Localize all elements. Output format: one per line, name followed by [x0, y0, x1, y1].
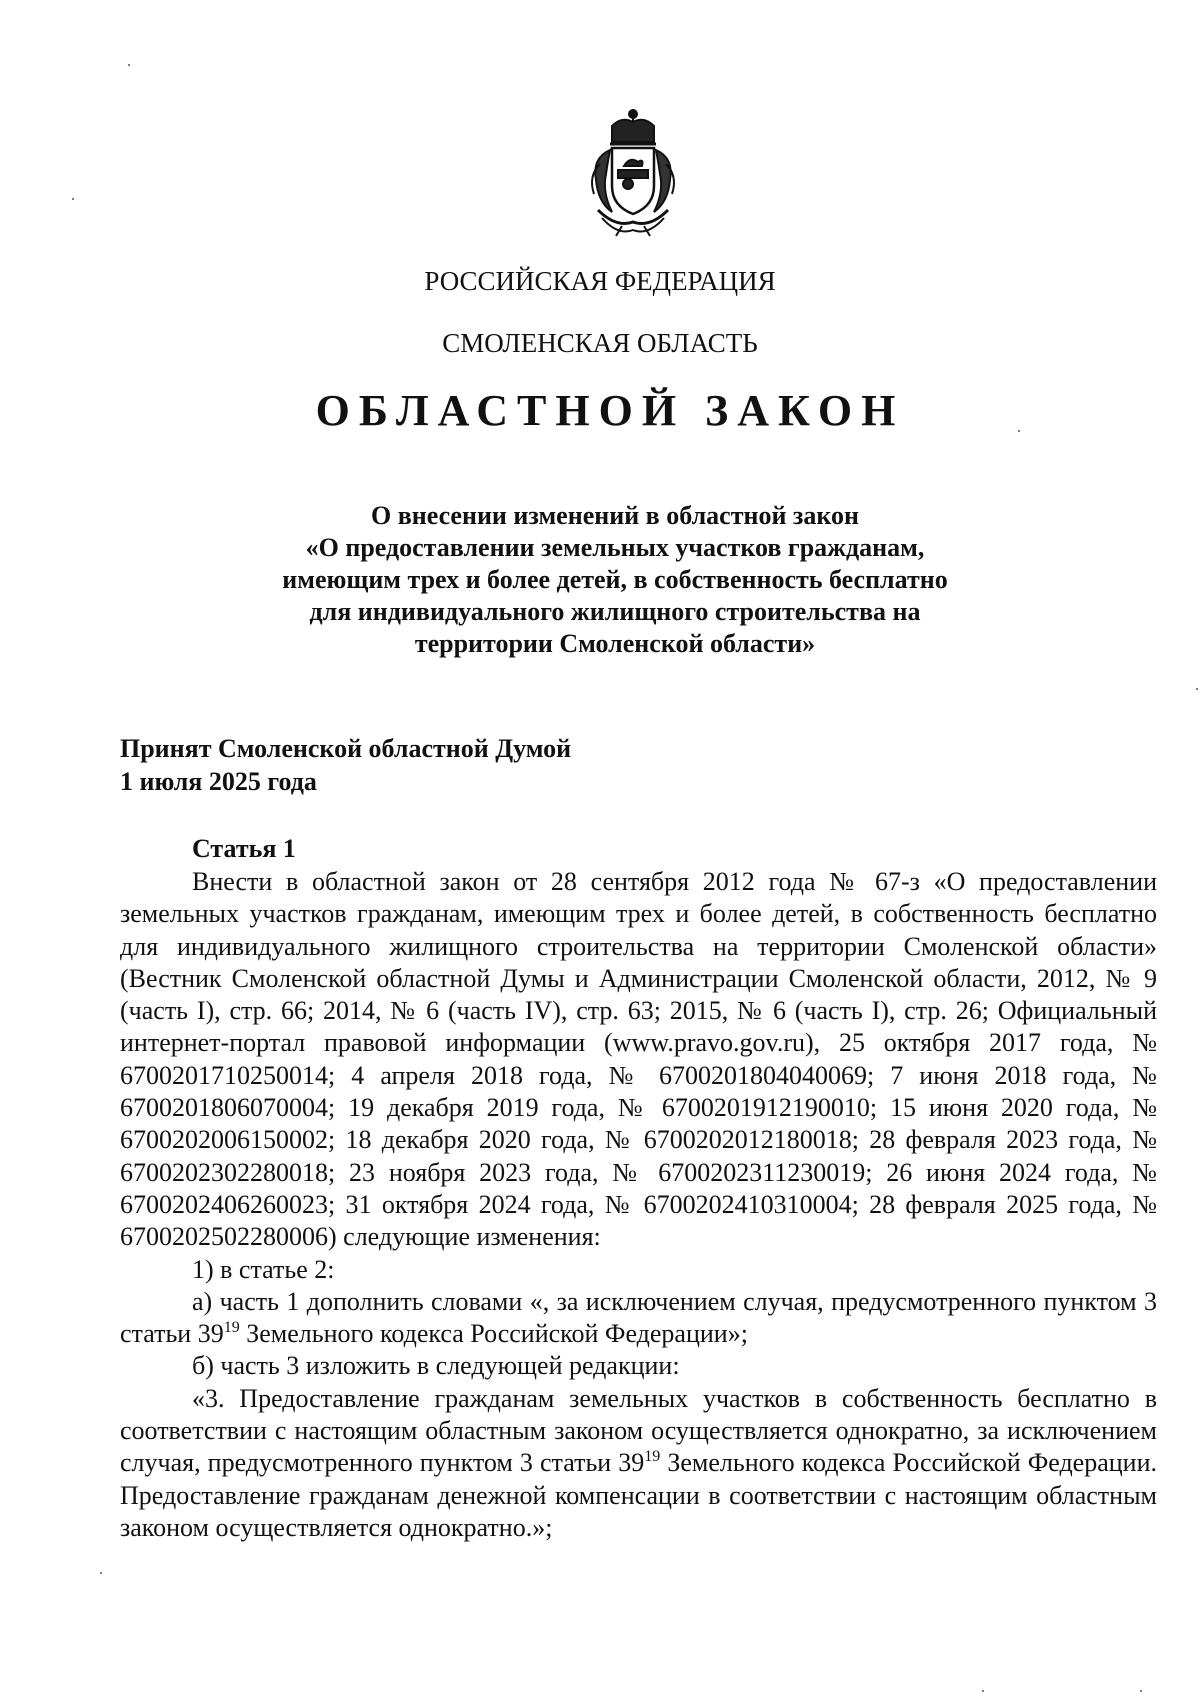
scan-speck [72, 198, 74, 200]
country-name: РОССИЙСКАЯ ФЕДЕРАЦИЯ [424, 266, 776, 296]
quote-text-end: Земельного кодекса Российской Федерации. Предоставление гражданам денежной компенсации в соответствии с настоящим областным законом осуществляется однократно.»; [120, 1448, 1157, 1542]
region-name: СМОЛЕНСКАЯ ОБЛАСТЬ [442, 328, 758, 358]
item-1: 1) в статье 2: [192, 1254, 335, 1284]
law-title [230, 500, 1000, 660]
scan-speck [128, 64, 130, 66]
scan-speck [1196, 688, 1198, 690]
quote-superscript: 19 [644, 1448, 661, 1466]
quote-text: «3. Предоставление гражданам земельных участков в собственность бесплатно в соответствии с настоящим областным законом осуществляется однократно, за исключением случая, предусмотренного пунктом 3 статьи 39 [120, 1383, 1157, 1478]
title-line: для индивидуального жилищного строительства на [309, 597, 921, 626]
article-heading: Статья 1 [192, 834, 296, 863]
scan-speck [100, 1572, 102, 1574]
scan-speck [982, 1690, 984, 1692]
article-body [120, 866, 1157, 1544]
scan-speck [1018, 430, 1020, 432]
title-line: территории Смоленской области» [414, 629, 816, 658]
smolensk-coat-of-arms-icon [572, 108, 694, 240]
item-a-text: а) часть 1 дополнить словами «, за исключением случая, предусмотренного пунктом 3 статьи 39 [120, 1286, 1157, 1349]
adoption-info [120, 732, 571, 798]
item-b: б) часть 3 изложить в следующей редакции: [192, 1351, 680, 1381]
item-a-superscript: 19 [223, 1319, 240, 1337]
title-line: О внесении изменений в областной закон [370, 501, 860, 530]
quoted-paragraph [120, 1383, 1157, 1544]
item-a [120, 1286, 1157, 1351]
item-a-text-end: Земельного кодекса Российской Федерации»; [239, 1319, 748, 1349]
title-line: «О предоставлении земельных участков гражданам, [305, 533, 925, 562]
document-type: ОБЛАСТНОЙ ЗАКОН [315, 386, 905, 435]
adopted-by: Принят Смоленской областной Думой [120, 734, 572, 763]
title-line: имеющим трех и более детей, в собственность бесплатно [282, 565, 948, 594]
adoption-date: 1 июля 2025 года [120, 767, 317, 796]
article-intro-paragraph: Внести в областной закон от 28 сентября 2012 года № 67-з «О предоставлении земельных участков гражданам, имеющим трех и более детей, в собственность бесплатно для индивидуального жилищного строительства на территории Смоленской области» (Вестник Смоленской областной Думы и Администрации Смоленской области, 2012, № 9 (часть I), стр. 66; 2014, № 6 (часть IV), стр. 63; 2015, № 6 (часть I), стр. 26; Официальный интернет-портал правовой информации (www.pravo.gov.ru), 25 октября 2017 года, № 6700201710250014; 4 апреля 2018 года, № 6700201804040069; 7 июня 2018 года, № 6700201806070004; 19 декабря 2019 года, № 6700201912190010; 15 июня 2020 года, № 6700202006150002; 18 декабря 2020 года, № 6700202012180018; 28 февраля 2023 года, № 6700202302280018; 23 ноября 2023 года, № 6700202311230019; 26 июня 2024 года, № 6700202406260023; 31 октября 2024 года, № 6700202410310004; 28 февраля 2025 года, № 6700202502280006) следующие изменения: [120, 867, 1157, 1252]
scan-speck [1140, 1690, 1142, 1692]
